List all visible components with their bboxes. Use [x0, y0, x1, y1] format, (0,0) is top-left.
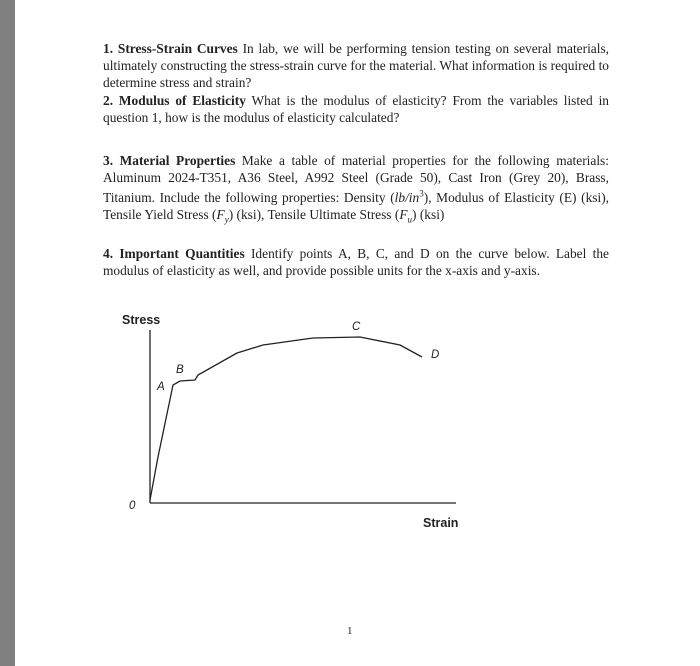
question-title: Stress-Strain Curves	[117, 41, 238, 56]
question-number: 4.	[103, 246, 114, 261]
page-number: 1	[347, 625, 353, 637]
point-d-label: D	[431, 349, 440, 361]
question-body: What is the modulus of elasticity? From the variables listed in question 1, how is the modulus of elasticity calculated?	[103, 93, 609, 125]
origin-label: 0	[129, 500, 136, 512]
question-number: 1.	[103, 41, 114, 56]
question-title: Important Quantities	[119, 246, 245, 261]
question-title: Material Properties	[119, 153, 236, 168]
question-body: Make a table of material properties for the following materials: Aluminum 2024-T351, A36 Steel, A992 Steel (Grade 50), Cast Iron (Grey 20), Brass, Titanium. Include the following properties: Density $(lb/in^3)$, Modulus of Elasticity (E) (ksi), Tensile Yield Stress $(F_y)$ (ksi), Tensile Ultimate Stress $(F_u)$ (ksi)	[103, 153, 609, 226]
stress-strain-curve	[150, 337, 422, 500]
question-number: 2.	[103, 93, 114, 108]
point-c-label: C	[352, 321, 361, 333]
x-axis-label: Strain	[423, 516, 459, 530]
question-body: Identify points A, B, C, and D on the curve below. Label the modulus of elasticity as well, and provide possible units for the x-axis and y-axis.	[103, 246, 609, 278]
question-body: In lab, we will be performing tension testing on several materials, ultimately constructing the stress-strain curve for the material. What information is required to determine stress and strain?	[103, 41, 610, 90]
question-title: Modulus of Elasticity	[118, 93, 246, 108]
y-axis-label: Stress	[122, 313, 161, 327]
point-a-label: A	[157, 381, 165, 393]
point-b-label: B	[176, 364, 184, 376]
question-number: 3.	[103, 153, 114, 168]
